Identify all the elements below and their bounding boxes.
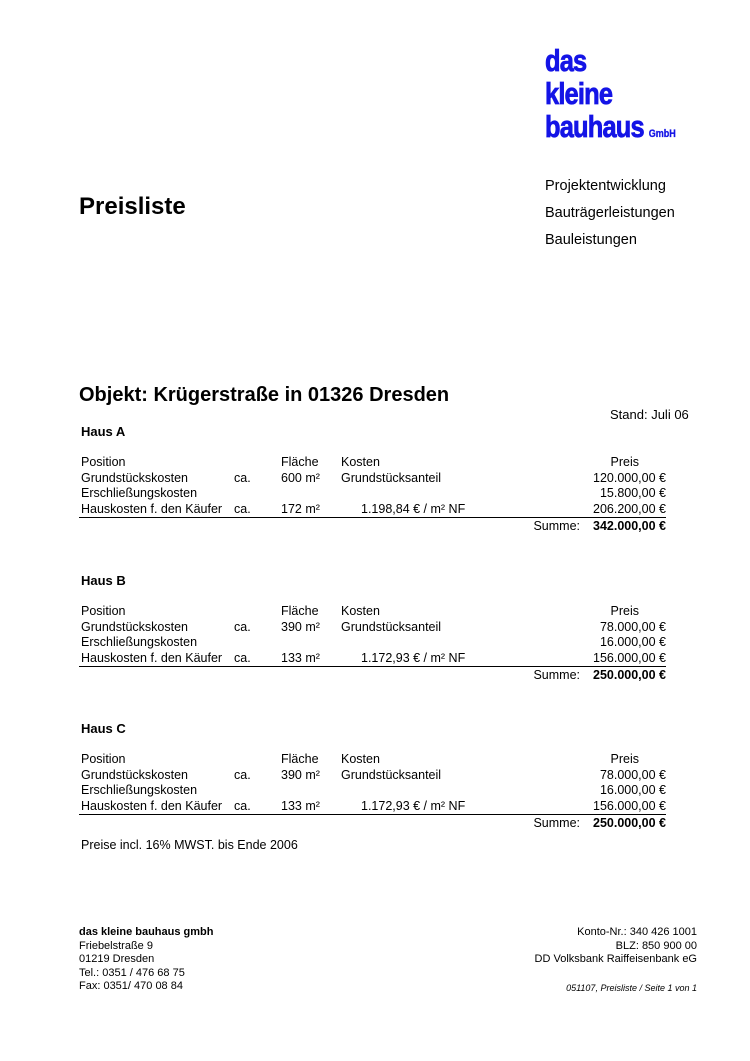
cell-ca: ca. bbox=[234, 767, 251, 782]
table-row bbox=[79, 471, 666, 487]
cell-kosten: Grundstücksanteil bbox=[341, 470, 442, 485]
cell-preis: 120.000,00 € bbox=[593, 470, 666, 485]
table-header-row bbox=[79, 455, 666, 471]
cell-preis: 206.200,00 € bbox=[593, 501, 666, 516]
cell-preis: 15.800,00 € bbox=[599, 486, 666, 500]
header-preis: Preis bbox=[610, 455, 639, 469]
haus-title: Haus C bbox=[81, 721, 126, 736]
cell-flaeche: 390 m² bbox=[281, 767, 320, 782]
header-kosten: Kosten bbox=[341, 455, 380, 469]
cell-position: Grundstückskosten bbox=[81, 767, 188, 782]
table-row bbox=[79, 502, 666, 519]
cell-position: Hauskosten f. den Käufer bbox=[81, 501, 223, 516]
header-position: Position bbox=[81, 604, 126, 618]
footer-blz: BLZ: 850 900 00 bbox=[615, 939, 697, 952]
logo-line-kleine: kleine bbox=[545, 76, 613, 111]
stand-date: Stand: Juli 06 bbox=[610, 407, 689, 422]
cell-flaeche: 390 m² bbox=[281, 619, 320, 634]
table-row bbox=[79, 651, 666, 668]
logo-line-das: das bbox=[545, 43, 587, 78]
cell-preis: 156.000,00 € bbox=[593, 650, 666, 665]
cell-position: Hauskosten f. den Käufer bbox=[81, 650, 223, 665]
footer-street: Friebelstraße 9 bbox=[79, 939, 153, 952]
cell-preis: 156.000,00 € bbox=[593, 798, 666, 813]
header-flaeche: Fläche bbox=[281, 604, 319, 618]
footer-city: 01219 Dresden bbox=[79, 953, 155, 965]
cell-rate: 1.172,93 € / m² NF bbox=[361, 798, 466, 813]
sum-value: 342.000,00 € bbox=[593, 519, 666, 533]
haus-title: Haus B bbox=[81, 573, 126, 588]
service-bauleistungen: Bauleistungen bbox=[545, 232, 637, 248]
cell-preis: 16.000,00 € bbox=[599, 783, 666, 797]
cell-kosten: Grundstücksanteil bbox=[341, 619, 442, 634]
header-kosten: Kosten bbox=[341, 604, 380, 618]
cell-kosten: Grundstücksanteil bbox=[341, 767, 442, 782]
header-position: Position bbox=[81, 455, 126, 469]
footer-konto: Konto-Nr.: 340 426 1001 bbox=[577, 926, 697, 938]
table-row bbox=[79, 620, 666, 636]
footer-bank-name: DD Volksbank Raiffeisenbank eG bbox=[534, 953, 697, 965]
sum-row bbox=[79, 815, 666, 831]
header-position: Position bbox=[81, 752, 126, 766]
price-table bbox=[79, 455, 666, 534]
objekt-heading: Objekt: Krügerstraße in 01326 Dresden bbox=[79, 384, 450, 406]
sum-label: Summe: bbox=[533, 816, 580, 830]
company-logo bbox=[545, 44, 704, 151]
cell-rate: 1.198,84 € / m² NF bbox=[361, 501, 466, 516]
footer-fax: Fax: 0351/ 470 08 84 bbox=[79, 980, 183, 992]
logo-line-bauhaus bbox=[545, 110, 676, 151]
cell-flaeche: 133 m² bbox=[281, 650, 320, 665]
footer-bank bbox=[535, 926, 697, 967]
header-preis: Preis bbox=[610, 752, 639, 766]
sum-row bbox=[79, 518, 666, 534]
cell-preis: 78.000,00 € bbox=[599, 619, 666, 634]
footer-page-ref: 051107, Preisliste / Seite 1 von 1 bbox=[566, 983, 697, 993]
header-kosten: Kosten bbox=[341, 752, 380, 766]
vat-note: Preise incl. 16% MWST. bis Ende 2006 bbox=[81, 838, 298, 852]
services-list bbox=[545, 173, 675, 254]
haus-title: Haus A bbox=[81, 424, 126, 439]
footer-address bbox=[79, 926, 213, 994]
cell-position: Erschließungskosten bbox=[81, 783, 198, 797]
table-row bbox=[79, 783, 666, 799]
cell-flaeche: 600 m² bbox=[281, 470, 320, 485]
cell-rate: 1.172,93 € / m² NF bbox=[361, 650, 466, 665]
table-row bbox=[79, 768, 666, 784]
logo-bauhaus-text: bauhaus bbox=[545, 109, 644, 144]
document-title: Preisliste bbox=[79, 193, 186, 220]
header-preis: Preis bbox=[610, 604, 639, 618]
cell-ca: ca. bbox=[234, 470, 251, 485]
cell-position: Erschließungskosten bbox=[81, 486, 198, 500]
sum-value: 250.000,00 € bbox=[593, 816, 666, 830]
table-row bbox=[79, 635, 666, 651]
cell-preis: 16.000,00 € bbox=[599, 635, 666, 649]
sum-label: Summe: bbox=[533, 668, 580, 682]
cell-flaeche: 172 m² bbox=[281, 501, 320, 516]
cell-position: Grundstückskosten bbox=[81, 619, 188, 634]
footer-tel: Tel.: 0351 / 476 68 75 bbox=[79, 966, 185, 979]
service-bautraegerleistungen: Bauträgerleistungen bbox=[545, 205, 675, 221]
service-projektentwicklung: Projektentwicklung bbox=[545, 178, 666, 194]
cell-ca: ca. bbox=[234, 650, 251, 665]
cell-position: Erschließungskosten bbox=[81, 635, 198, 649]
sum-value: 250.000,00 € bbox=[593, 668, 666, 682]
price-table bbox=[79, 604, 666, 683]
cell-ca: ca. bbox=[234, 501, 251, 516]
cell-flaeche: 133 m² bbox=[281, 798, 320, 813]
cell-preis: 78.000,00 € bbox=[599, 767, 666, 782]
table-header-row bbox=[79, 604, 666, 620]
cell-ca: ca. bbox=[234, 619, 251, 634]
table-row bbox=[79, 799, 666, 816]
header-flaeche: Fläche bbox=[281, 455, 319, 469]
cell-ca: ca. bbox=[234, 798, 251, 813]
table-header-row bbox=[79, 752, 666, 768]
sum-row bbox=[79, 667, 666, 683]
footer-company-name: das kleine bauhaus gmbh bbox=[79, 926, 214, 938]
cell-position: Hauskosten f. den Käufer bbox=[81, 798, 223, 813]
cell-position: Grundstückskosten bbox=[81, 470, 188, 485]
price-table bbox=[79, 752, 666, 831]
header-flaeche: Fläche bbox=[281, 752, 319, 766]
table-row bbox=[79, 486, 666, 502]
sum-label: Summe: bbox=[533, 519, 580, 533]
logo-gmbh: GmbH bbox=[648, 128, 676, 140]
